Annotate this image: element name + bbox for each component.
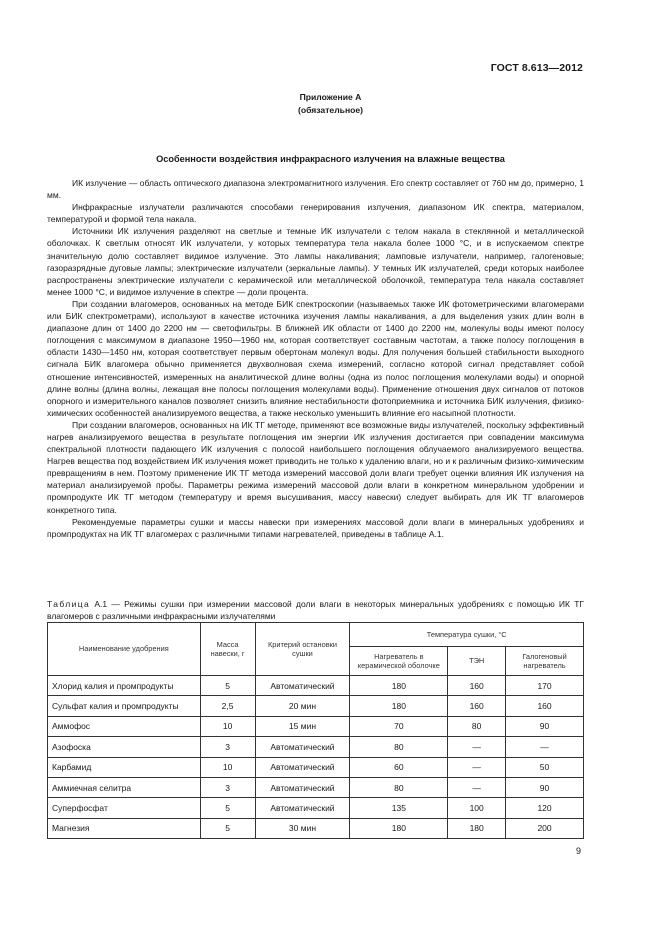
cell-criterion: Автоматический [255,757,350,777]
standard-code: ГОСТ 8.613—2012 [490,62,583,74]
cell-ten: — [448,757,506,777]
cell-ceramic: 180 [350,676,448,696]
cell-mass: 5 [200,818,255,838]
cell-halogen: 120 [506,798,584,818]
table-caption [47,598,584,622]
cell-name: Азофоска [48,737,201,757]
header-name: Наименование удобрения [48,623,201,676]
cell-mass: 10 [200,716,255,736]
cell-ceramic: 135 [350,798,448,818]
cell-mass: 2,5 [200,696,255,716]
cell-halogen: — [506,737,584,757]
cell-name: Сульфат калия и промпродукты [48,696,201,716]
cell-halogen: 90 [506,777,584,797]
paragraph: При создании влагомеров, основанных на ИК ТГ методе, применяют все возможные виды излучателей, поскольку эффективный нагрев анализируемого вещества в результате поглощения им энергии ИК излучения достигается при совпадении максимума спектральной плотности падающего ИК излучения с полосой наибольшего поглощения облучаемого анализируемого вещества. Нагрев вещества под воздействием ИК излучения может приводить не только к удалению влаги, но и к различным физико-химическим превращениям в нем. Поэтому применение ИК ТГ метода измерений массовой доли влаги требует оценки влияния ИК излучения на материал анализируемой пробы. Параметры режима измерений массовой доли влаги в конкретном минеральном удобрении и промпродукте ИК ТГ методом (температуру и время высушивания, массу навески) следует выбирать для ИК ТГ влагомеров конкретного типа. [47,419,584,515]
cell-ceramic: 80 [350,777,448,797]
cell-halogen: 160 [506,696,584,716]
table-row [48,818,584,838]
cell-ten: — [448,737,506,757]
section-title: Особенности воздействия инфракрасного излучения на влажные вещества [156,154,505,164]
cell-ten: 160 [448,696,506,716]
header-mass: Масса навески, г [200,623,255,676]
appendix-title: Приложение А [299,92,362,102]
paragraph: Инфракрасные излучатели различаются способами генерирования излучения, диапазоном ИК спектра, материалом, температурой и формой тела накала. [47,202,584,225]
cell-name: Магнезия [48,818,201,838]
cell-mass: 5 [200,798,255,818]
table-label: Таблица [47,599,91,609]
cell-criterion: Автоматический [255,798,350,818]
cell-criterion: Автоматический [255,777,350,797]
table-caption-text: А.1 — Режимы сушки при измерении массовой доли влаги в некоторых минеральных удобрениях с помощью ИК ТГ влагомеров с различными инфракрасными излучателями [47,599,584,622]
cell-ten: 100 [448,798,506,818]
cell-mass: 5 [200,676,255,696]
cell-halogen: 200 [506,818,584,838]
header-ceramic: Нагреватель в керамической оболочке [350,647,448,676]
cell-ten: 80 [448,716,506,736]
cell-halogen: 170 [506,676,584,696]
cell-ceramic: 80 [350,737,448,757]
cell-ceramic: 60 [350,757,448,777]
cell-mass: 3 [200,737,255,757]
header-ten: ТЭН [448,647,506,676]
drying-modes-table [47,622,584,839]
cell-name: Суперфосфат [48,798,201,818]
cell-mass: 3 [200,777,255,797]
cell-name: Карбамид [48,757,201,777]
table-row [48,777,584,797]
table-row [48,798,584,818]
cell-name: Аммофос [48,716,201,736]
cell-name: Хлорид калия и промпродукты [48,676,201,696]
cell-ten: 160 [448,676,506,696]
cell-criterion: 20 мин [255,696,350,716]
paragraph: ИК излучение — область оптического диапазона электромагнитного излучения. Его спектр составляет от 760 нм до, примерно, 1 мм. [47,178,584,201]
table-row [48,696,584,716]
appendix-status: (обязательное) [297,105,364,115]
cell-halogen: 90 [506,716,584,736]
header-criterion: Критерий остановки сушки [255,623,350,676]
cell-ceramic: 180 [350,818,448,838]
body-text [47,177,584,540]
table-row [48,676,584,696]
cell-criterion: Автоматический [255,737,350,757]
cell-ten: 180 [448,818,506,838]
header-temperature: Температура сушки, °С [350,623,584,647]
table-row [48,716,584,736]
table-row [48,757,584,777]
cell-ceramic: 70 [350,716,448,736]
cell-criterion: 15 мин [255,716,350,736]
paragraph: При создании влагомеров, основанных на методе БИК спектроскопии (называемых также ИК фотометрическими влагомерами или БИК спектрометрами), используют в качестве источника изучения лампы накаливания, а для выделения узких длин волн в диапазоне длин от 1400 до 2200 нм — светофильтры. В ближней ИК области от 1400 до 2200 нм, молекулы воды имеют полосу поглощения с максимумом в диапазоне 1950—1960 нм, которая соответствует составным частотам, а также полосу поглощения в области 1430—1450 нм, которая соответствует первым обертонам молекул воды. Для получения большей стабильности выходного сигнала БИК влагомера обычно применяется двухволновая схема измерений, согласно которой сигнал представляет собой отношение интенсивностей, измеренных на аналитической длине волны (одна из полос поглощения молекулами воды) и опорной длине волны (длина волны, лежащая вне полосы поглощения молекулами воды). Применение отношения двух сигналов от потоков опорного и измерительного каналов позволяет снизить влияние нестабильности фотоприемника и источника БИК излучения, физико-химических особенностей анализируемого вещества, а также несколько уменьшить влияние его насыпной плотности. [47,298,584,418]
cell-mass: 10 [200,757,255,777]
cell-criterion: Автоматический [255,676,350,696]
cell-halogen: 50 [506,757,584,777]
table-row [48,737,584,757]
paragraph: Источники ИК излучения разделяют на светлые и темные ИК излучатели с телом накала в стеклянной и металлической оболочках. К светлым относят ИК излучатели, у которых температура тела накала более 1000 °С, и в испускаемом спектре значительную долю составляет видимое излучение. Это лампы накаливания; ламповые излучатели, например, галогеновые; газоразрядные дуговые лампы; электрические излучатели (зеркальные лампы). У темных ИК излучателей, среди которых наиболее распространены электрические излучатели с керамической или металлической оболочкой, температура тела накала составляет менее 1000 °С, и видимое излучение в спектре — доли процента. [47,226,584,297]
page-number: 9 [575,846,581,856]
cell-criterion: 30 мин [255,818,350,838]
cell-ten: — [448,777,506,797]
cell-name: Аммиечная селитра [48,777,201,797]
cell-ceramic: 180 [350,696,448,716]
header-halogen: Галогеновый нагреватель [506,647,584,676]
paragraph: Рекомендуемые параметры сушки и массы навески при измерениях массовой доли влаги в минеральных удобрениях и промпродуктах на ИК ТГ влагомерах с различными типами нагревателей, приведены в таблице А.1. [47,516,584,539]
